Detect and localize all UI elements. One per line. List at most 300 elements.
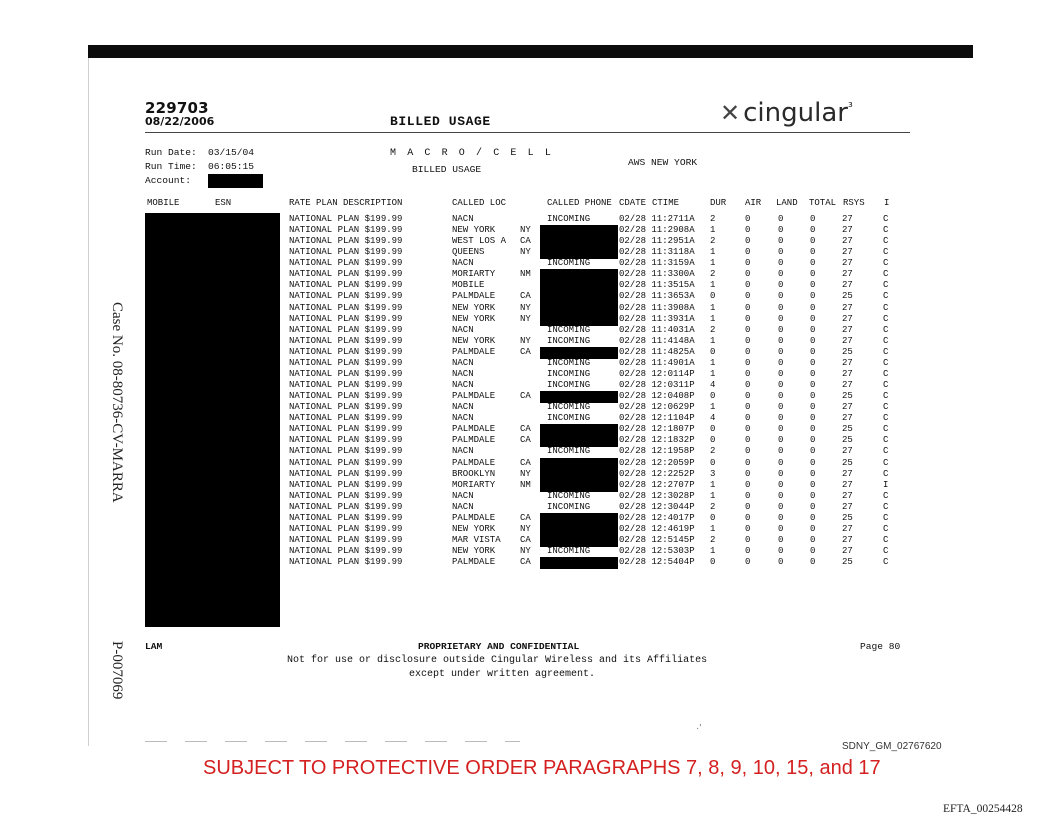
cell-called-loc: NACN [452, 402, 474, 413]
cell-cdate-ctime: 02/28 12:5145P [619, 535, 695, 546]
cell-total: 0 [810, 258, 816, 269]
phone-redaction [540, 557, 618, 569]
cell-dur: 0 [710, 346, 716, 357]
cell-dur: 1 [710, 247, 716, 258]
cell-dur: 1 [710, 490, 716, 501]
cell-i: C [883, 557, 889, 568]
cell-state: NY [520, 546, 531, 557]
cell-called-loc: WEST LOS A [452, 236, 507, 247]
scan-top-bar [88, 45, 973, 58]
table-row [0, 535, 1060, 546]
cell-rate-plan: NATIONAL PLAN $199.99 [289, 380, 403, 391]
cell-cdate-ctime: 02/28 11:3908A [619, 302, 695, 313]
cell-rate-plan: NATIONAL PLAN $199.99 [289, 523, 403, 534]
cell-rate-plan: NATIONAL PLAN $199.99 [289, 324, 403, 335]
cell-cdate-ctime: 02/28 12:3044P [619, 501, 695, 512]
cell-dur: 0 [710, 512, 716, 523]
cell-air: 0 [745, 225, 751, 236]
cell-state: NM [520, 479, 531, 490]
cell-called-phone: INCOMING [547, 214, 591, 224]
billed-usage-subtitle: BILLED USAGE [412, 164, 482, 175]
cell-land: 0 [778, 302, 784, 313]
cell-rate-plan: NATIONAL PLAN $199.99 [289, 446, 403, 457]
cell-total: 0 [810, 313, 816, 324]
cell-i: C [883, 302, 889, 313]
table-row [0, 491, 1060, 502]
cell-rsys: 27 [842, 324, 853, 335]
cell-cdate-ctime: 02/28 12:0114P [619, 368, 695, 379]
cell-land: 0 [778, 368, 784, 379]
cell-total: 0 [810, 490, 816, 501]
cell-state: NY [520, 225, 531, 236]
table-row [0, 380, 1060, 391]
p-number-margin: P-007069 [109, 641, 125, 700]
cell-called-loc: NACN [452, 258, 474, 269]
cell-land: 0 [778, 523, 784, 534]
cell-rsys: 27 [842, 225, 853, 236]
cell-called-loc: PALMDALE [452, 346, 496, 357]
cell-land: 0 [778, 291, 784, 302]
cell-rsys: 27 [842, 368, 853, 379]
footer-lam: LAM [145, 641, 163, 652]
cell-air: 0 [745, 324, 751, 335]
cell-i: C [883, 346, 889, 357]
table-row [0, 214, 1060, 225]
cell-i: C [883, 214, 889, 224]
cell-rate-plan: NATIONAL PLAN $199.99 [289, 435, 403, 446]
cell-rate-plan: NATIONAL PLAN $199.99 [289, 368, 403, 379]
account-label: Account: [145, 175, 192, 186]
cell-dur: 1 [710, 479, 716, 490]
cell-land: 0 [778, 258, 784, 269]
cell-rsys: 27 [842, 546, 853, 557]
col-land: LAND [776, 198, 798, 208]
cell-total: 0 [810, 302, 816, 313]
cell-state: CA [520, 457, 531, 468]
cell-called-loc: MAR VISTA [452, 535, 501, 546]
cell-air: 0 [745, 313, 751, 324]
cell-air: 0 [745, 468, 751, 479]
cell-i: C [883, 247, 889, 258]
cell-called-loc: NACN [452, 324, 474, 335]
col-ctime: CTIME [652, 198, 680, 208]
cell-land: 0 [778, 479, 784, 490]
table-row [0, 480, 1060, 491]
cell-total: 0 [810, 269, 816, 280]
cell-total: 0 [810, 391, 816, 402]
cell-called-loc: PALMDALE [452, 291, 496, 302]
cell-rsys: 27 [842, 302, 853, 313]
col-rsys: RSYS [843, 198, 865, 208]
cell-dur: 0 [710, 291, 716, 302]
cell-called-phone: INCOMING [547, 324, 591, 335]
cell-called-phone: INCOMING [547, 368, 591, 379]
protective-order-stamp: SUBJECT TO PROTECTIVE ORDER PARAGRAPHS 7, 8, 9, 10, 15, and 17 [203, 757, 881, 779]
cell-rate-plan: NATIONAL PLAN $199.99 [289, 247, 403, 258]
cell-cdate-ctime: 02/28 11:4148A [619, 335, 695, 346]
cell-called-loc: NEW YORK [452, 302, 496, 313]
account-redaction [208, 174, 263, 188]
cell-i: C [883, 523, 889, 534]
cell-state: CA [520, 236, 531, 247]
cell-state: CA [520, 557, 531, 568]
cell-dur: 3 [710, 468, 716, 479]
cell-land: 0 [778, 346, 784, 357]
cell-total: 0 [810, 512, 816, 523]
cell-i: C [883, 490, 889, 501]
cell-dur: 1 [710, 368, 716, 379]
cell-rsys: 27 [842, 258, 853, 269]
cell-rsys: 27 [842, 446, 853, 457]
cell-state: CA [520, 435, 531, 446]
table-row [0, 424, 1060, 435]
cell-land: 0 [778, 247, 784, 258]
cell-total: 0 [810, 557, 816, 568]
scan-bottom-edge [145, 741, 520, 742]
cell-dur: 0 [710, 557, 716, 568]
cell-cdate-ctime: 02/28 11:3118A [619, 247, 695, 258]
cell-called-loc: NACN [452, 413, 474, 424]
cell-dur: 2 [710, 446, 716, 457]
cell-cdate-ctime: 02/28 11:3300A [619, 269, 695, 280]
cell-rsys: 27 [842, 214, 853, 224]
cell-called-loc: NACN [452, 357, 474, 368]
cell-dur: 1 [710, 225, 716, 236]
cell-state: NY [520, 302, 531, 313]
page-title: BILLED USAGE [390, 114, 491, 129]
cell-cdate-ctime: 02/28 11:4901A [619, 357, 695, 368]
cell-cdate-ctime: 02/28 12:0629P [619, 402, 695, 413]
col-air: AIR [745, 198, 762, 208]
cell-state: NY [520, 523, 531, 534]
cell-dur: 2 [710, 324, 716, 335]
table-row [0, 391, 1060, 402]
footer-disclosure: Not for use or disclosure outside Cingular Wireless and its Affiliates [287, 655, 708, 666]
cell-rate-plan: NATIONAL PLAN $199.99 [289, 535, 403, 546]
cell-land: 0 [778, 501, 784, 512]
cell-total: 0 [810, 357, 816, 368]
cell-dur: 2 [710, 535, 716, 546]
cell-rate-plan: NATIONAL PLAN $199.99 [289, 335, 403, 346]
cell-called-loc: NACN [452, 380, 474, 391]
cell-land: 0 [778, 435, 784, 446]
cell-dur: 2 [710, 214, 716, 224]
cell-cdate-ctime: 02/28 12:1958P [619, 446, 695, 457]
header-rule [145, 132, 910, 133]
cell-air: 0 [745, 435, 751, 446]
cell-called-loc: PALMDALE [452, 457, 496, 468]
table-row [0, 435, 1060, 446]
cell-i: C [883, 535, 889, 546]
cell-state: NY [520, 313, 531, 324]
cell-air: 0 [745, 380, 751, 391]
cell-cdate-ctime: 02/28 12:2059P [619, 457, 695, 468]
cell-land: 0 [778, 457, 784, 468]
cell-total: 0 [810, 236, 816, 247]
cell-state: CA [520, 535, 531, 546]
cell-rate-plan: NATIONAL PLAN $199.99 [289, 501, 403, 512]
table-row [0, 557, 1060, 568]
table-row [0, 524, 1060, 535]
footer-page-number: Page 80 [860, 641, 901, 652]
cell-air: 0 [745, 479, 751, 490]
cell-rate-plan: NATIONAL PLAN $199.99 [289, 258, 403, 269]
cell-total: 0 [810, 225, 816, 236]
cell-total: 0 [810, 435, 816, 446]
macro-cell-title: M A C R O / C E L L [390, 148, 554, 159]
col-called-phone: CALLED PHONE [547, 198, 612, 208]
report-date: 08/22/2006 [145, 115, 215, 128]
cell-dur: 1 [710, 402, 716, 413]
col-called-loc: CALLED LOC [452, 198, 507, 208]
table-row [0, 458, 1060, 469]
cell-dur: 1 [710, 523, 716, 534]
cell-cdate-ctime: 02/28 11:3653A [619, 291, 695, 302]
cell-rate-plan: NATIONAL PLAN $199.99 [289, 313, 403, 324]
cell-state: CA [520, 424, 531, 435]
cell-i: I [883, 479, 889, 490]
cell-state: CA [520, 391, 531, 402]
cell-land: 0 [778, 557, 784, 568]
cell-i: C [883, 468, 889, 479]
cell-state: CA [520, 346, 531, 357]
cell-rsys: 25 [842, 512, 853, 523]
cell-called-phone: INCOMING [547, 546, 591, 557]
report-id: 229703 [145, 99, 209, 117]
col-mobile: MOBILE [147, 198, 180, 208]
col-esn: ESN [215, 198, 232, 208]
cell-cdate-ctime: 02/28 12:2707P [619, 479, 695, 490]
cell-cdate-ctime: 02/28 11:2951A [619, 236, 695, 247]
table-row [0, 446, 1060, 457]
cell-rate-plan: NATIONAL PLAN $199.99 [289, 479, 403, 490]
cell-land: 0 [778, 335, 784, 346]
cell-state: CA [520, 291, 531, 302]
cell-dur: 2 [710, 269, 716, 280]
cell-rsys: 27 [842, 490, 853, 501]
table-row [0, 358, 1060, 369]
cell-air: 0 [745, 535, 751, 546]
cell-total: 0 [810, 335, 816, 346]
cell-i: C [883, 380, 889, 391]
cell-rsys: 27 [842, 269, 853, 280]
cell-rsys: 27 [842, 380, 853, 391]
cell-i: C [883, 357, 889, 368]
cell-called-loc: PALMDALE [452, 435, 496, 446]
cell-land: 0 [778, 391, 784, 402]
cell-total: 0 [810, 546, 816, 557]
cell-cdate-ctime: 02/28 11:2908A [619, 225, 695, 236]
cell-state: NM [520, 269, 531, 280]
table-row [0, 225, 1060, 236]
cell-dur: 1 [710, 302, 716, 313]
cell-land: 0 [778, 490, 784, 501]
table-row [0, 280, 1060, 291]
cell-rate-plan: NATIONAL PLAN $199.99 [289, 302, 403, 313]
cell-cdate-ctime: 02/28 11:4825A [619, 346, 695, 357]
cell-air: 0 [745, 357, 751, 368]
cell-called-phone: INCOMING [547, 357, 591, 368]
cell-rsys: 27 [842, 236, 853, 247]
cell-air: 0 [745, 302, 751, 313]
cell-i: C [883, 368, 889, 379]
cell-called-loc: NEW YORK [452, 313, 496, 324]
cingular-x-icon: ✕ [720, 99, 741, 127]
cell-i: C [883, 313, 889, 324]
cell-air: 0 [745, 446, 751, 457]
cell-total: 0 [810, 280, 816, 291]
cell-state: CA [520, 512, 531, 523]
cell-cdate-ctime: 02/28 11:4031A [619, 324, 695, 335]
cell-cdate-ctime: 02/28 12:3028P [619, 490, 695, 501]
cell-cdate-ctime: 02/28 11:3931A [619, 313, 695, 324]
cell-rsys: 25 [842, 557, 853, 568]
table-row [0, 546, 1060, 557]
cell-rate-plan: NATIONAL PLAN $199.99 [289, 346, 403, 357]
table-row [0, 269, 1060, 280]
cell-i: C [883, 435, 889, 446]
cell-air: 0 [745, 546, 751, 557]
efta-number: EFTA_00254428 [943, 803, 1023, 815]
cell-cdate-ctime: 02/28 11:3159A [619, 258, 695, 269]
cell-cdate-ctime: 02/28 11:3515A [619, 280, 695, 291]
table-row [0, 303, 1060, 314]
cell-land: 0 [778, 225, 784, 236]
cell-rate-plan: NATIONAL PLAN $199.99 [289, 269, 403, 280]
cell-air: 0 [745, 335, 751, 346]
cell-rsys: 27 [842, 335, 853, 346]
cell-i: C [883, 225, 889, 236]
run-date-label: Run Date: [145, 147, 197, 158]
cell-rsys: 27 [842, 523, 853, 534]
footer-proprietary: PROPRIETARY AND CONFIDENTIAL [418, 641, 580, 652]
cell-called-loc: MORIARTY [452, 479, 496, 490]
cell-rsys: 27 [842, 247, 853, 258]
cell-state: NY [520, 468, 531, 479]
cell-called-loc: PALMDALE [452, 557, 496, 568]
cell-rate-plan: NATIONAL PLAN $199.99 [289, 413, 403, 424]
col-cdate: CDATE [619, 198, 647, 208]
cell-rate-plan: NATIONAL PLAN $199.99 [289, 424, 403, 435]
cell-dur: 1 [710, 335, 716, 346]
table-row [0, 513, 1060, 524]
cell-total: 0 [810, 214, 816, 224]
table-row [0, 369, 1060, 380]
cell-called-loc: NACN [452, 490, 474, 501]
cell-rate-plan: NATIONAL PLAN $199.99 [289, 468, 403, 479]
cell-called-loc: NEW YORK [452, 225, 496, 236]
cell-air: 0 [745, 280, 751, 291]
cell-state: NY [520, 247, 531, 258]
cell-state: NY [520, 335, 531, 346]
table-row [0, 402, 1060, 413]
cell-cdate-ctime: 02/28 12:1807P [619, 424, 695, 435]
cell-land: 0 [778, 313, 784, 324]
cell-cdate-ctime: 02/28 12:4017P [619, 512, 695, 523]
cell-dur: 4 [710, 413, 716, 424]
cell-total: 0 [810, 368, 816, 379]
table-row [0, 336, 1060, 347]
cell-dur: 2 [710, 236, 716, 247]
cell-called-loc: BROOKLYN [452, 468, 496, 479]
cell-air: 0 [745, 557, 751, 568]
footer-except: except under written agreement. [409, 669, 596, 680]
cell-rate-plan: NATIONAL PLAN $199.99 [289, 391, 403, 402]
cell-air: 0 [745, 214, 751, 224]
cell-dur: 1 [710, 280, 716, 291]
cell-called-loc: NACN [452, 446, 474, 457]
cell-land: 0 [778, 357, 784, 368]
cell-i: C [883, 291, 889, 302]
cell-i: C [883, 324, 889, 335]
cell-total: 0 [810, 324, 816, 335]
cell-total: 0 [810, 446, 816, 457]
cell-rsys: 25 [842, 391, 853, 402]
cell-rsys: 27 [842, 501, 853, 512]
cell-called-phone: INCOMING [547, 335, 591, 346]
cell-air: 0 [745, 523, 751, 534]
cell-land: 0 [778, 269, 784, 280]
cell-called-loc: MORIARTY [452, 269, 496, 280]
cell-i: C [883, 512, 889, 523]
cell-total: 0 [810, 291, 816, 302]
cell-land: 0 [778, 280, 784, 291]
cell-air: 0 [745, 258, 751, 269]
cell-cdate-ctime: 02/28 12:5404P [619, 557, 695, 568]
cell-i: C [883, 402, 889, 413]
cell-rsys: 27 [842, 402, 853, 413]
cell-total: 0 [810, 247, 816, 258]
cell-called-phone: INCOMING [547, 446, 591, 457]
cell-rate-plan: NATIONAL PLAN $199.99 [289, 490, 403, 501]
cell-i: C [883, 446, 889, 457]
cell-air: 0 [745, 391, 751, 402]
cell-called-phone: INCOMING [547, 490, 591, 501]
cell-rsys: 25 [842, 346, 853, 357]
cell-i: C [883, 391, 889, 402]
cell-rsys: 25 [842, 435, 853, 446]
cell-rate-plan: NATIONAL PLAN $199.99 [289, 546, 403, 557]
table-row [0, 502, 1060, 513]
cell-total: 0 [810, 535, 816, 546]
run-time-value: 06:05:15 [208, 161, 255, 172]
cell-dur: 2 [710, 501, 716, 512]
cell-called-loc: PALMDALE [452, 424, 496, 435]
run-date-value: 03/15/04 [208, 147, 255, 158]
cell-dur: 0 [710, 391, 716, 402]
cell-land: 0 [778, 446, 784, 457]
cell-called-loc: NEW YORK [452, 523, 496, 534]
cell-dur: 0 [710, 457, 716, 468]
cell-rsys: 27 [842, 468, 853, 479]
cell-land: 0 [778, 468, 784, 479]
table-row [0, 413, 1060, 424]
cell-i: C [883, 424, 889, 435]
cell-cdate-ctime: 02/28 12:5303P [619, 546, 695, 557]
cell-rsys: 25 [842, 457, 853, 468]
cell-rate-plan: NATIONAL PLAN $199.99 [289, 280, 403, 291]
logo-superscript: ₃ [847, 96, 853, 110]
cell-called-loc: NACN [452, 501, 474, 512]
cell-rsys: 27 [842, 535, 853, 546]
bates-number: SDNY_GM_02767620 [842, 741, 942, 752]
cell-total: 0 [810, 380, 816, 391]
cell-land: 0 [778, 380, 784, 391]
table-row [0, 314, 1060, 325]
cell-rsys: 25 [842, 291, 853, 302]
cell-total: 0 [810, 468, 816, 479]
cell-rate-plan: NATIONAL PLAN $199.99 [289, 457, 403, 468]
